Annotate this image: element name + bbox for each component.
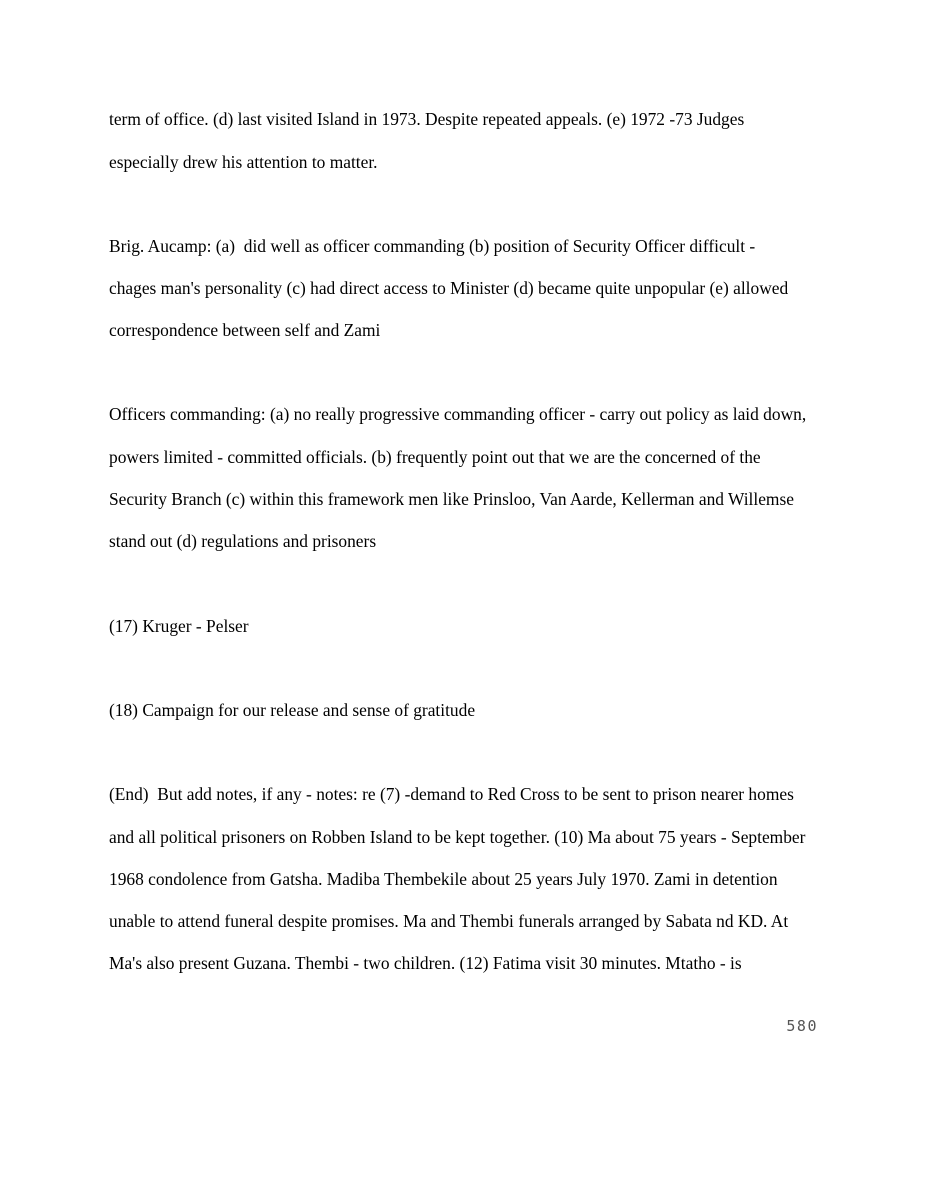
text-line: Brig. Aucamp: (a) did well as officer commanding (b) position of Security Officer difficult - xyxy=(109,236,756,256)
text-line: stand out (d) regulations and prisoners xyxy=(109,531,377,551)
text-line: (18) Campaign for our release and sense of gratitude xyxy=(109,700,476,720)
page-number: 580 xyxy=(786,1017,818,1035)
text-line: unable to attend funeral despite promises. Ma and Thembi funerals arranged by Sabata nd KD. At xyxy=(109,911,789,931)
text-line: correspondence between self and Zami xyxy=(109,320,381,340)
text-line: (End) But add notes, if any - notes: re (7) -demand to Red Cross to be sent to prison nearer homes xyxy=(109,784,794,804)
text-line: term of office. (d) last visited Island in 1973. Despite repeated appeals. (e) 1972 -73 Judges xyxy=(109,109,745,129)
text-line: Officers commanding: (a) no really progressive commanding officer - carry out policy as laid down, xyxy=(109,404,807,424)
text-line: powers limited - committed officials. (b) frequently point out that we are the concerned of the xyxy=(109,447,761,467)
text-line: especially drew his attention to matter. xyxy=(109,152,378,172)
text-line: Ma's also present Guzana. Thembi - two children. (12) Fatima visit 30 minutes. Mtatho - is xyxy=(109,953,742,973)
text-line: 1968 condolence from Gatsha. Madiba Thembekile about 25 years July 1970. Zami in detention xyxy=(109,869,778,889)
text-line: and all political prisoners on Robben Island to be kept together. (10) Ma about 75 years - September xyxy=(109,827,806,847)
text-line: (17) Kruger - Pelser xyxy=(109,616,249,636)
text-line: Security Branch (c) within this framework men like Prinsloo, Van Aarde, Kellerman and Willemse xyxy=(109,489,794,509)
text-line: chages man's personality (c) had direct access to Minister (d) became quite unpopular (e) allowed xyxy=(109,278,789,298)
